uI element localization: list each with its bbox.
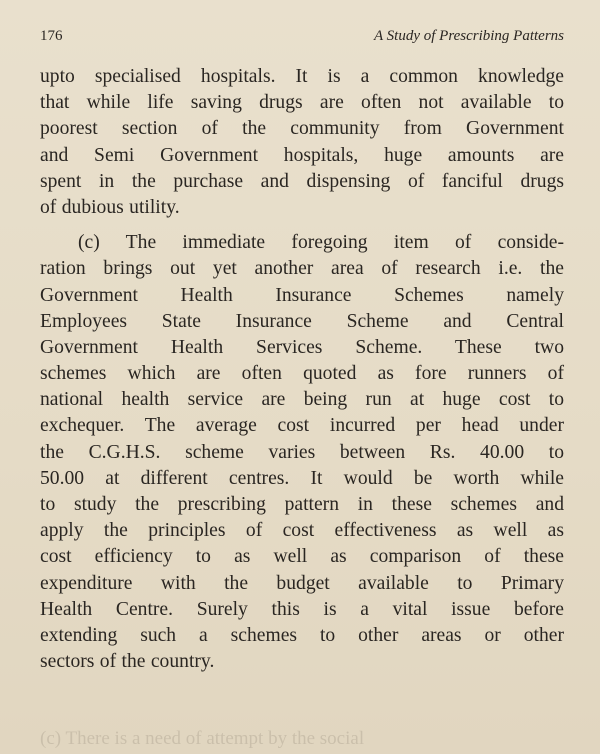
page-number: 176 — [40, 28, 63, 44]
bleed-through-text: (c) There is a need of attempt by the social — [40, 728, 365, 749]
text-line: and Semi Government hospitals, huge amounts are — [40, 144, 564, 166]
text-line: to study the prescribing pattern in these schemes and — [40, 494, 564, 515]
text-line: the C.G.H.S. scheme varies between Rs. 40.00 to — [40, 441, 564, 463]
text-line: exchequer. The average cost incurred per head under — [40, 415, 564, 437]
text-line: of dubious utility. — [40, 196, 180, 218]
text-line: expenditure with the budget available to Primary — [40, 572, 564, 594]
text-line: that while life saving drugs are often not available to — [40, 92, 564, 114]
text-line: spent in the purchase and dispensing of fanciful drugs — [40, 170, 564, 192]
running-head — [40, 28, 564, 48]
text-line: upto specialised hospitals. It is a common knowledge — [40, 66, 564, 87]
text-line: sectors of the country. — [40, 651, 215, 673]
text-line: extending such a schemes to other areas or other — [40, 624, 564, 646]
text-line: Health Centre. Surely this is a vital issue before — [40, 598, 564, 620]
text-line: cost efficiency to as well as comparison of these — [40, 546, 564, 568]
text-line: Employees State Insurance Scheme and Central — [40, 310, 564, 332]
text-line: poorest section of the community from Government — [40, 118, 564, 140]
text-line: national health service are being run at huge cost to — [40, 389, 564, 411]
text-line: ration brings out yet another area of research i.e. the — [40, 258, 564, 280]
body-text — [40, 64, 564, 675]
text-line: 50.00 at different centres. It would be worth while — [40, 467, 564, 489]
text-line: apply the principles of cost effectiveness as well as — [40, 520, 564, 542]
paragraph-gap — [40, 221, 564, 230]
text-line: (c) The immediate foregoing item of conside- — [78, 232, 564, 254]
running-title: A Study of Prescribing Patterns — [374, 28, 564, 44]
text-line: Government Health Services Scheme. These two — [40, 336, 564, 358]
text-line: schemes which are often quoted as fore runners of — [40, 363, 564, 385]
text-line: Government Health Insurance Schemes namely — [40, 284, 564, 306]
